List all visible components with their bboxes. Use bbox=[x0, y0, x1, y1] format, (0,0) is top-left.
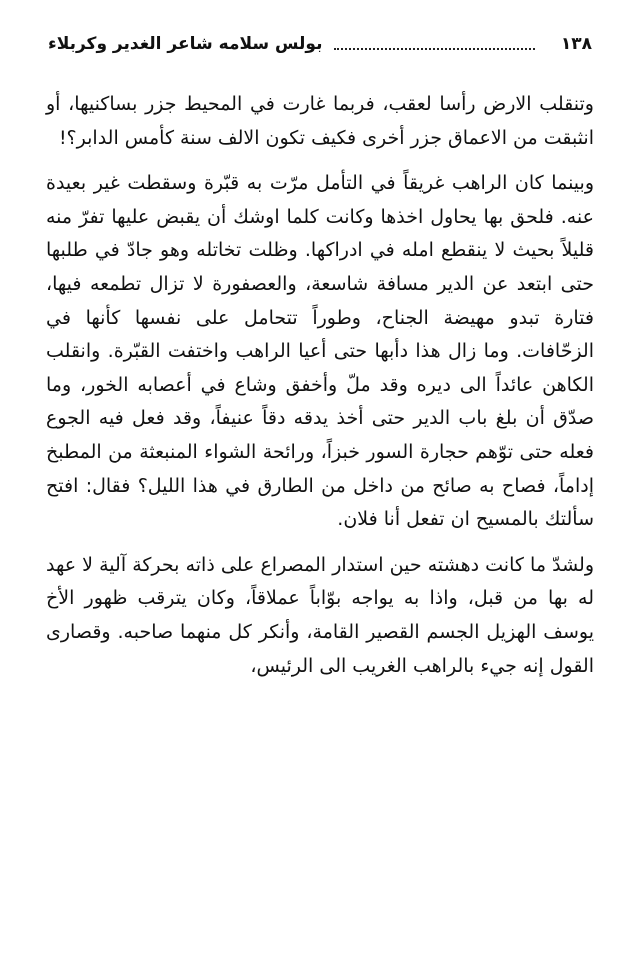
paragraph-3: ولشدّ ما كانت دهشته حين استدار المصراع على ذاته بحركة آلية لا عهد له بها من قبل، واذا به يواجه بوّاباً عملاقاً، وكان يترقب ظهور الأخ يوسف الهزيل الجسم القصير القامة، وأنكر كل منهما صاحبه. وقصارى القول إنه جيء بالراهب الغريب الى الرئيس، bbox=[46, 553, 594, 677]
dotted-leader bbox=[334, 38, 534, 50]
paragraph-1: وتنقلب الارض رأسا لعقب، فربما غارت في المحيط جزر بساكنيها، أو انثبقت من الاعماق جزر أخرى فكيف تكون الالف سنة كأمس الدابر؟! bbox=[46, 93, 594, 149]
page-body bbox=[46, 88, 594, 683]
running-title: بولس سلامه شاعر الغدير وكربلاء bbox=[48, 34, 323, 54]
running-header bbox=[48, 30, 592, 58]
page-number: ١٣٨ bbox=[560, 34, 592, 54]
paragraph-2: وبينما كان الراهب غريقاً في التأمل مرّت به قبّرة وسقطت غير بعيدة عنه. فلحق بها يحاول اخذها وكانت كلما اوشك أن يقبض عليها تفرّ منه قليلاً بحيث لا ينقطع امله في ادراكها. وظلت تخاتله وهو جادّ في طلبها حتى ابتعد عن الدير مسافة شاسعة، والعصفورة لا تزال تطمعه فيها، فتارة تبدو مهيضة الجناح، وطوراً تتحامل على نفسها كأنها في الزحّافات. وما زال هذا دأبها حتى أعيا الراهب واختفت القبّرة. وانقلب الكاهن عائداً الى ديره وقد ملّ وأخفق وشاع في أعصابه الخور، وما صدّق أن بلغ باب الدير حتى أخذ يدقه دقاً عنيفاً، وقد فعل فيه الجوع فعله حتى توّهم حجارة السور خبزاً، ورائحة الشواء المنبعثة من المطبخ إداماً، فصاح به صائح من داخل من الطارق في هذا الليل؟ فقال: افتح سألتك بالمسيح ان تفعل أنا فلان. bbox=[46, 172, 594, 531]
